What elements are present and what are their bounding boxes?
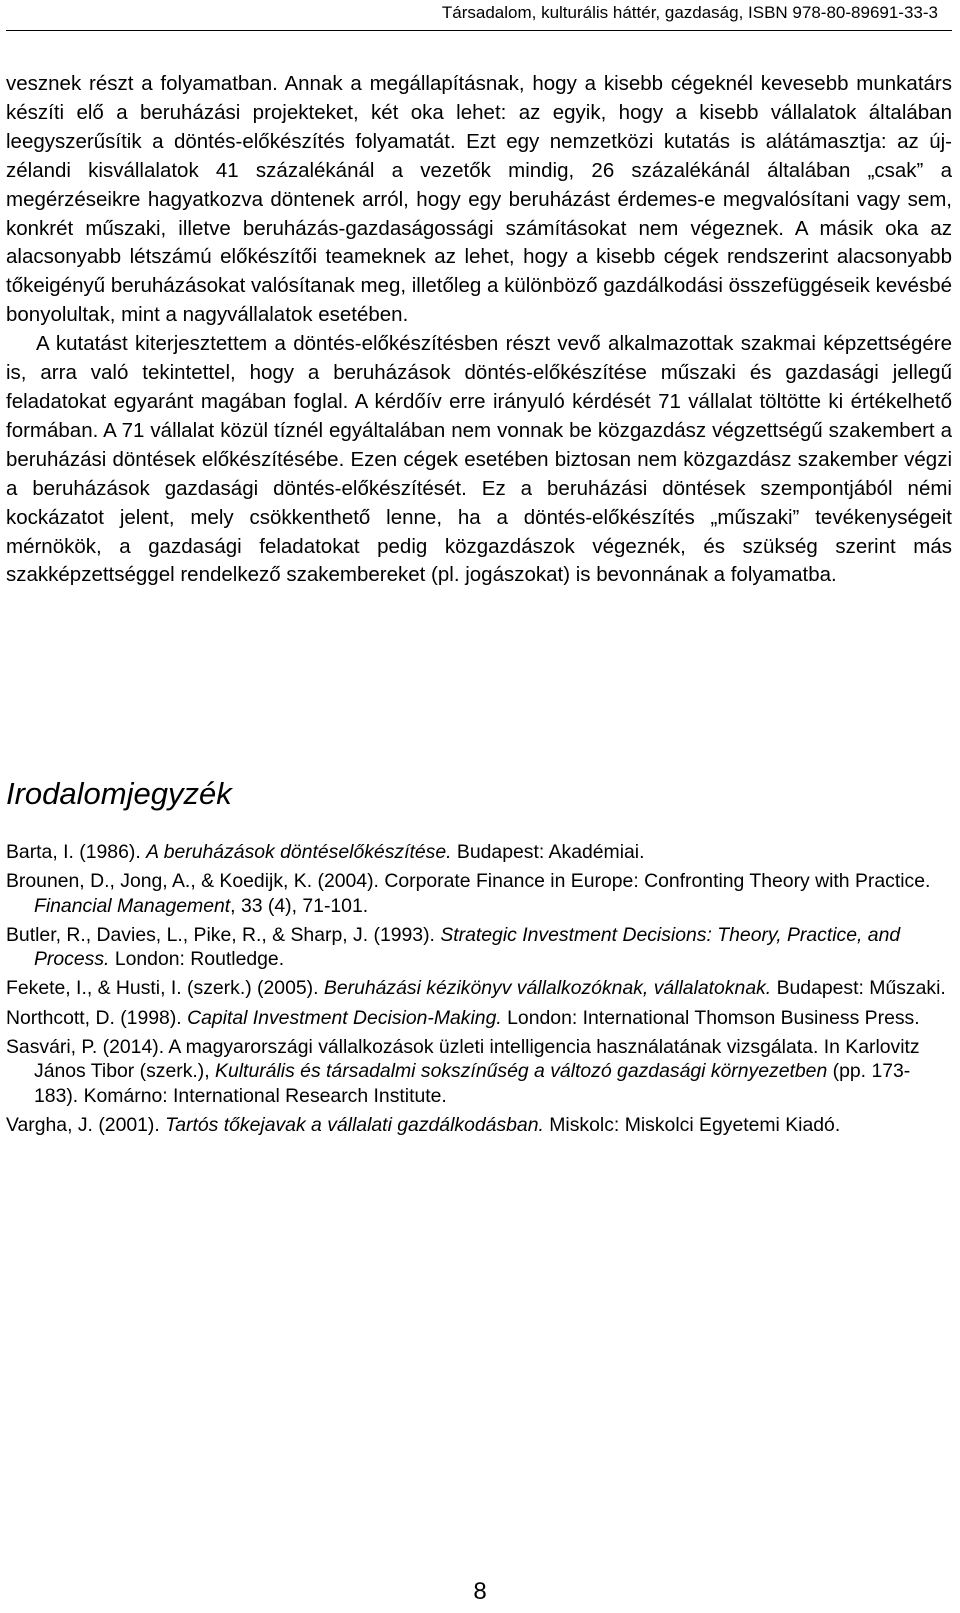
reference-title: Beruházási kézikönyv vállalkozóknak, vállalatoknak. bbox=[323, 977, 772, 1000]
reference-text: Barta, I. (1986). bbox=[6, 841, 147, 863]
reference-title: Kulturális és társadalmi sokszínűség a változó gazdasági környezetben bbox=[215, 1060, 828, 1083]
reference-item bbox=[6, 976, 952, 1001]
reference-text: Butler, R., Davies, L., Pike, R., & Sharp, J. (1993). bbox=[6, 923, 441, 946]
page-number: 8 bbox=[473, 1578, 487, 1605]
reference-text: Northcott, D. (1998). bbox=[6, 1006, 188, 1029]
header-rule bbox=[6, 30, 952, 31]
reference-text: Budapest: Műszaki. bbox=[771, 977, 946, 1000]
paragraph: vesznek részt a folyamatban. Annak a megállapításnak, hogy a kisebb cégeknél kevesebb munkatárs készíti elő a beruházási projekteket, két oka lehet: az egyik, hogy a kisebb vállalatok általában leegyszerűsítik a döntés-előkészítés folyamatát. Ezt egy nemzetközi kutatás is alátámasztja: az új-zélandi kisvállalatok 41 százalékánál a vezetők mindig, 26 százalékánál általában „csak” a megérzéseikre hagyatkozva döntenek arról, hogy egy beruházást érdemes-e megvalósítani vagy sem, konkrét műszaki, illetve beruházás-gazdaságossági számításokat nem végeznek. A másik oka az alacsonyabb létszámú előkészítői teameknek az lehet, hogy a kisebb cégek rendszerint alacsonyabb tőkeigényű beruházásokat valósítanak meg, illetőleg a különböző gazdálkodási összefüggéseik kevésbé bonyolultak, mint a nagyvállalatok esetében. bbox=[6, 72, 952, 327]
reference-text: , 33 (4), 71-101. bbox=[230, 894, 369, 917]
body-text bbox=[6, 70, 952, 590]
reference-title: Financial Management bbox=[34, 894, 231, 917]
reference-title: Strategic Investment Decisions: Theory, Practice, and Process. bbox=[34, 923, 901, 971]
reference-text: London: Routledge. bbox=[109, 948, 285, 971]
reference-title: A beruházások döntéselőkészítése. bbox=[146, 841, 452, 863]
references-heading: Irodalomjegyzék bbox=[6, 776, 232, 811]
reference-text: Budapest: Akadémiai. bbox=[451, 841, 645, 863]
reference-list bbox=[6, 840, 952, 1142]
reference-text: (pp. 173-183). Komárno: International Research Institute. bbox=[34, 1060, 911, 1107]
running-header: Társadalom, kulturális háttér, gazdaság, ISBN 978-80-89691-33-3 bbox=[441, 3, 938, 22]
reference-title: Tartós tőkejavak a vállalati gazdálkodásban. bbox=[165, 1113, 544, 1136]
reference-item bbox=[6, 840, 952, 865]
reference-text: Brounen, D., Jong, A., & Koedijk, K. (2004). Corporate Finance in Europe: Confronting Theory with Practice. bbox=[6, 870, 931, 893]
reference-item bbox=[6, 869, 952, 918]
reference-text: London: International Thomson Business Press. bbox=[501, 1006, 920, 1029]
reference-item bbox=[6, 1113, 952, 1138]
reference-text: Miskolc: Miskolci Egyetemi Kiadó. bbox=[543, 1113, 841, 1136]
paragraph: A kutatást kiterjesztettem a döntés-előkészítésben részt vevő alkalmazottak szakmai képzettségére is, arra való tekintettel, hogy a beruházások döntés-előkészítése műszaki és gazdasági jellegű feladatokat egyaránt magában foglal. A kérdőív erre irányuló kérdését 71 vállalat töltötte ki értékelhető formában. A 71 vállalat közül tíznél egyáltalában nem vonnak be közgazdász végzettségű szakembert a beruházási döntések előkészítésébe. Ezen cégek esetében biztosan nem közgazdász szakember végzi a beruházások gazdasági döntés-előkészítését. Ez a beruházási döntések szempontjából némi kockázatot jelent, mely csökkenthető lenne, ha a döntés-előkészítés „műszaki” tevékenységeit mérnökök, a gazdasági feladatokat pedig közgazdászok végeznék, és szükség szerint más szakképzettséggel rendelkező szakembereket (pl. jogászokat) is bevonnának a folyamatba. bbox=[6, 332, 952, 587]
reference-text: Fekete, I., & Husti, I. (szerk.) (2005). bbox=[6, 977, 324, 1000]
reference-item bbox=[6, 923, 952, 972]
reference-text: Vargha, J. (2001). bbox=[6, 1113, 166, 1136]
reference-item bbox=[6, 1006, 952, 1031]
reference-item bbox=[6, 1035, 952, 1109]
reference-title: Capital Investment Decision-Making. bbox=[187, 1006, 502, 1029]
reference-text: Sasvári, P. (2014). A magyarországi vállalkozások üzleti intelligencia használatának vizsgálata. In Karlovitz János Tibor (szerk.), bbox=[6, 1035, 920, 1083]
